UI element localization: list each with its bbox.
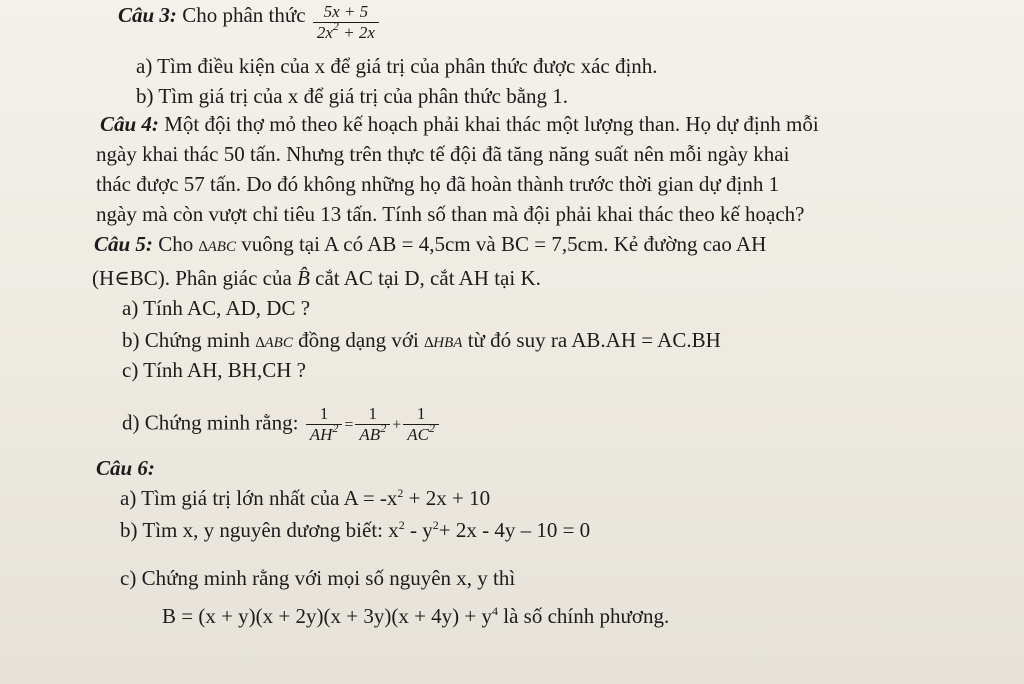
q5-part-d [122,404,441,445]
q3-den-b: + 2x [338,23,375,42]
q5-b-mid: đồng dạng với [292,328,425,352]
q4-line-2: ngày khai thác 50 tấn. Nhưng trên thực tế đội đã tăng năng suất nên mỗi ngày khai [96,142,790,166]
q5-b-tri1: ∆ABC [255,335,293,351]
q4-line-3: thác được 57 tấn. Do đó không những họ đã hoàn thành trước thời gian dự định 1 [96,172,780,196]
q5-d-frac1-num: 1 [319,404,329,423]
q6-b-sup1: 2 [398,518,405,532]
q4-line-1 [100,112,819,136]
q5-b-tri2: ∆HBA [424,335,463,351]
q5-d-sq1: 2 [332,421,339,435]
q5-d-frac-ah [306,404,343,445]
q5-l1-a: Cho [152,232,199,256]
q5-d-frac2-num: 1 [368,404,378,423]
q6-a-post: + 2x + 10 [403,486,491,510]
q6-b-mid: - y [404,518,433,542]
q3-intro: Cho phân thức [182,3,306,27]
q3-part-a: a) Tìm điều kiện của x để giá trị của phân thức được xác định. [136,54,658,78]
q5-triangle-abc: ∆ABC [198,239,236,255]
q6-part-b [120,518,590,542]
q6-part-c: c) Chứng minh rằng với mọi số nguyên x, y thì [120,566,516,590]
q6-part-c-expr [162,604,669,628]
q5-d-frac-ab [355,404,390,445]
q5-b-post: từ đó suy ra AB.AH = AC.BH [462,328,721,352]
q5-line-1 [94,232,766,259]
q5-d-plus: + [392,416,402,434]
q3-den-a: 2x [316,23,333,42]
q6-part-a [120,486,490,510]
q6-a-pre: a) Tìm giá trị lớn nhất của A = -x [120,486,398,510]
q5-d-eq: = [344,416,354,434]
q5-l2-a: (H∈BC). Phân giác của [92,266,298,290]
q5-d-ac: AC [407,425,429,444]
q3-fraction [313,2,379,43]
q3-heading-line [118,2,381,43]
q6-title: Câu 6: [96,456,155,480]
q3-frac-numerator: 5x + 5 [323,2,369,21]
q6-c2-post: là số chính phương. [498,604,670,628]
q5-part-a: a) Tính AC, AD, DC ? [122,296,311,320]
q5-line-2 [92,266,541,290]
q5-d-sq2: 2 [380,421,387,435]
q5-l2-b: cắt AC tại D, cắt AH tại K. [309,266,541,290]
q3-title: Câu 3: [118,3,177,27]
q3-den-sup: 2 [332,19,339,33]
q6-b-sup2: 2 [432,518,439,532]
q6-b-post: + 2x - 4y – 10 = 0 [438,518,591,542]
q6-c2-sup: 4 [492,604,499,618]
q5-d-frac-ac [403,404,439,445]
q5-angle-b: B̂ [297,266,310,290]
q6-c2-pre: B = (x + y)(x + 2y)(x + 3y)(x + 4y) + y [162,604,493,628]
q6-b-pre: b) Tìm x, y nguyên dương biết: x [120,518,399,542]
q4-line-4: ngày mà còn vượt chỉ tiêu 13 tấn. Tính số than mà đội phải khai thác theo kế hoạch? [96,202,805,226]
q5-part-c: c) Tính AH, BH,CH ? [122,358,306,382]
q5-d-ah: AH [309,425,333,444]
q5-d-sq3: 2 [428,421,435,435]
q5-d-frac2-den [355,421,390,445]
q3-part-b: b) Tìm giá trị của x để giá trị của phân thức bằng 1. [136,84,569,108]
q6-a-sup: 2 [397,486,404,500]
q4-text-1: Một đội thợ mỏ theo kế hoạch phải khai thác một lượng than. Họ dự định mỗi [158,112,819,136]
q5-d-pre: d) Chứng minh rằng: [122,410,304,435]
q5-d-frac3-den [403,421,439,445]
q5-title: Câu 5: [94,232,153,256]
q5-d-ab: AB [359,425,381,444]
q5-b-pre: b) Chứng minh [122,328,256,352]
q5-part-b [122,328,721,355]
q5-d-frac1-den [306,421,343,445]
q3-frac-denominator [313,19,379,43]
q5-d-frac3-num: 1 [416,404,426,423]
q4-title: Câu 4: [100,112,159,136]
q5-l1-b: vuông tại A có AB = 4,5cm và BC = 7,5cm. Kẻ đường cao AH [235,232,767,256]
